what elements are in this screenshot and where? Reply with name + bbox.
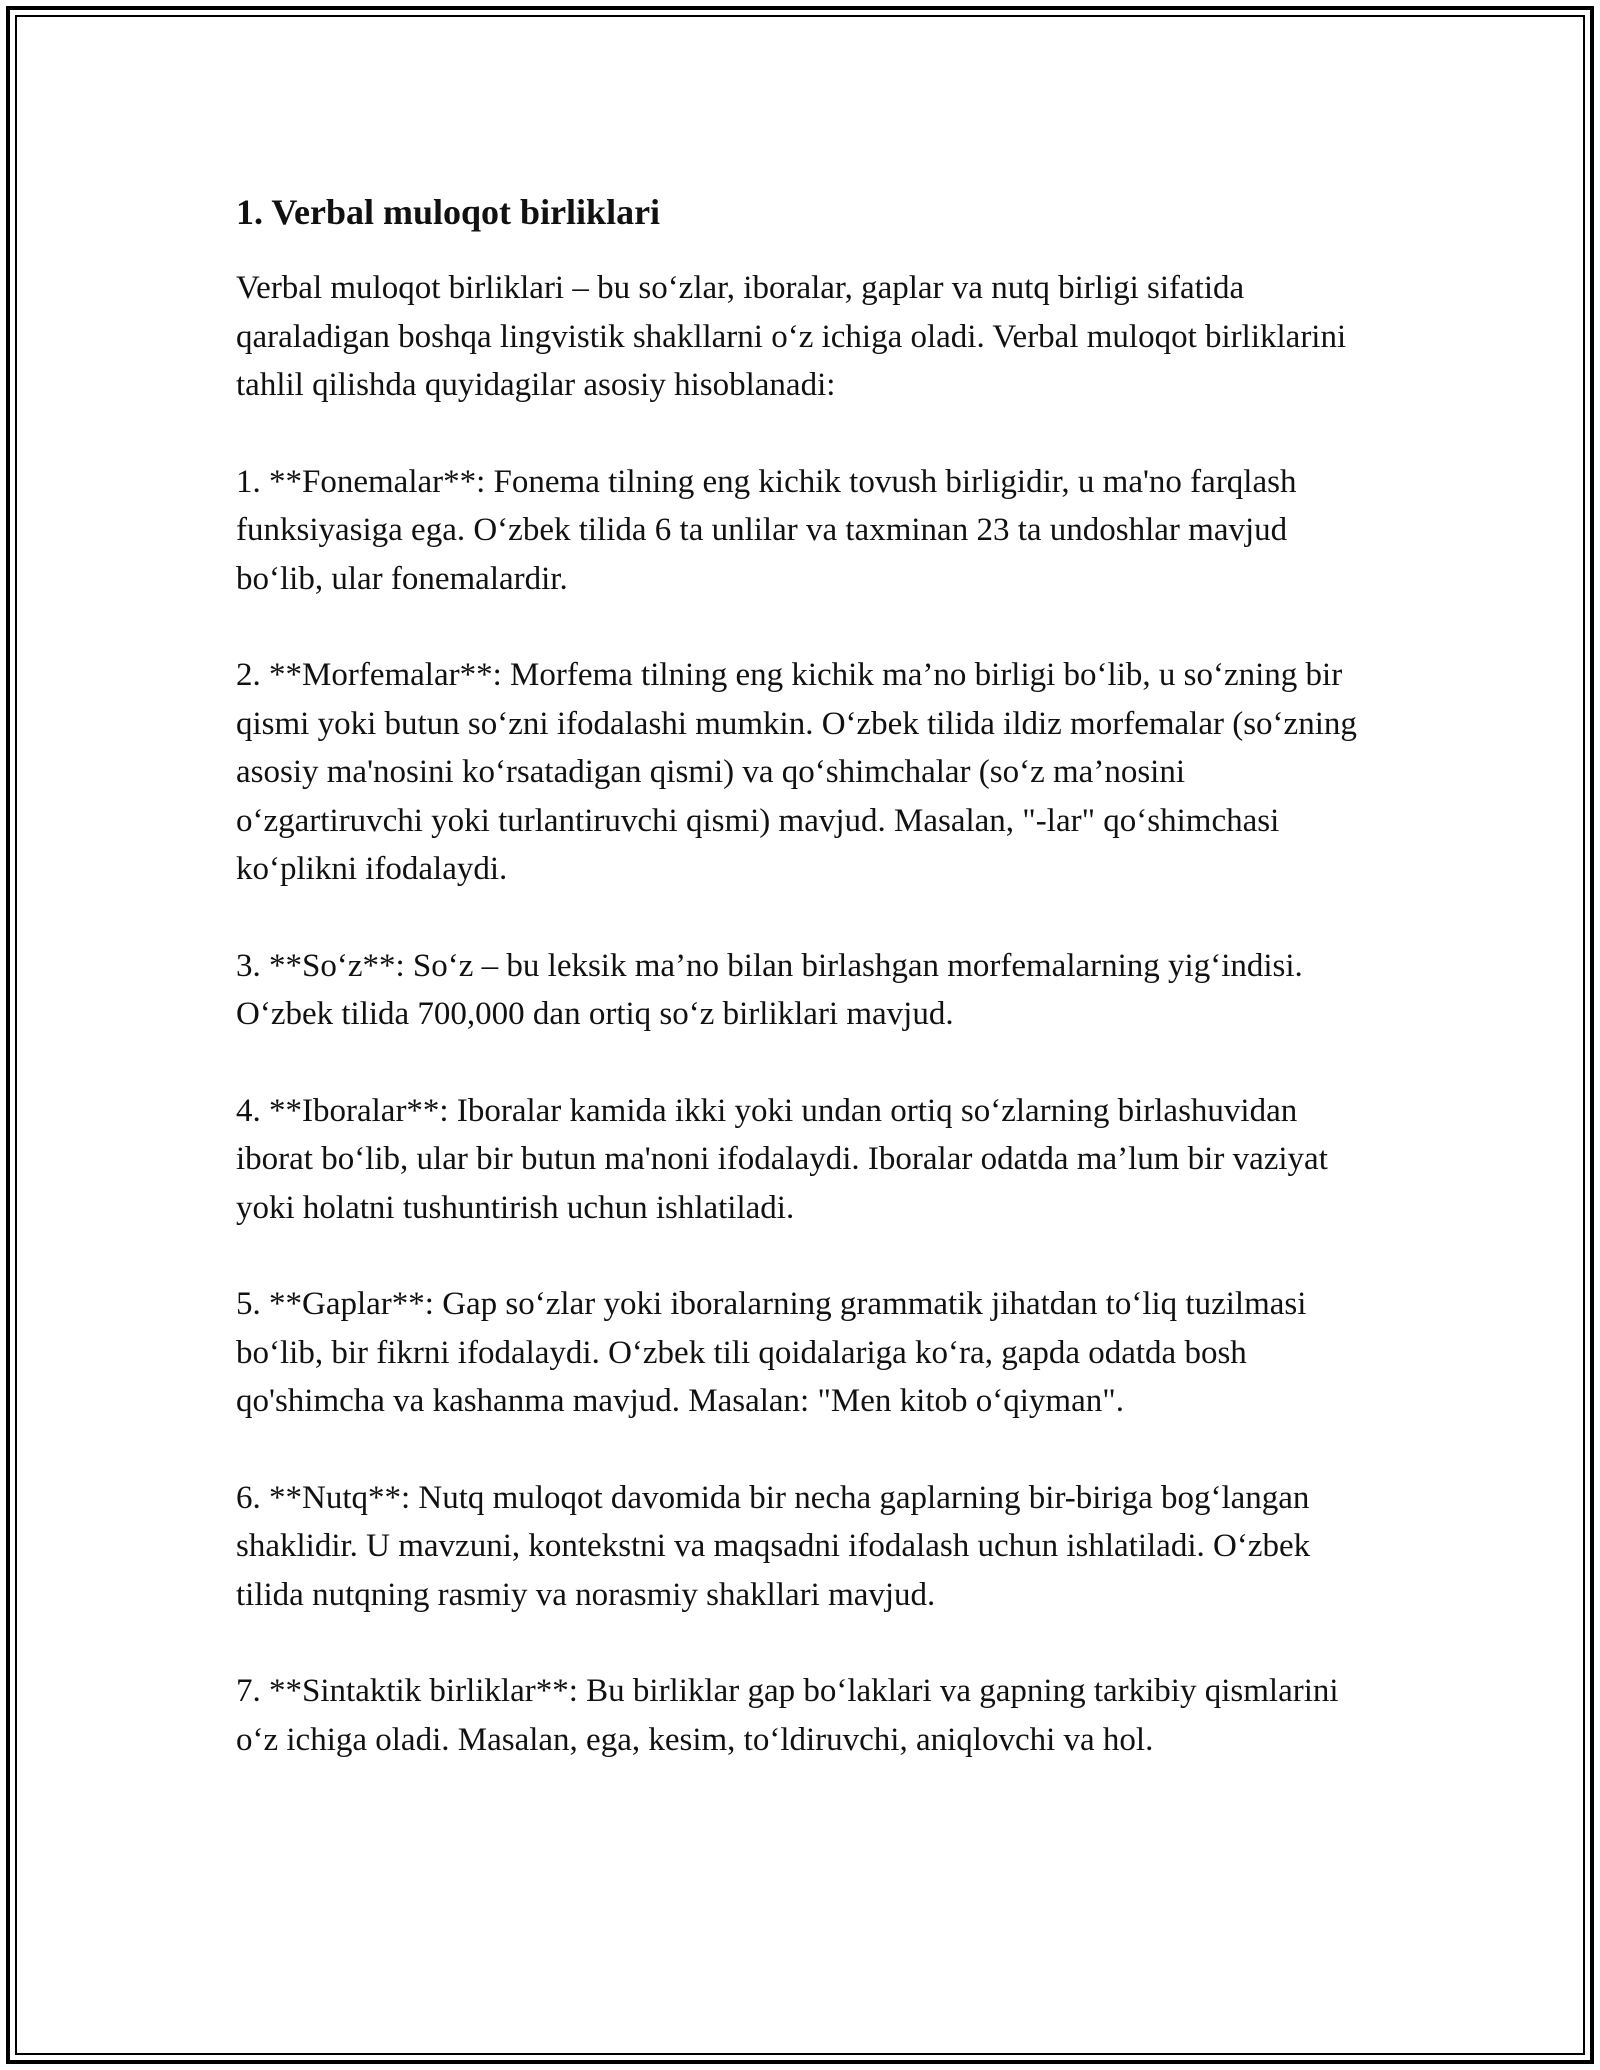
intro-paragraph: Verbal muloqot birliklari – bu so‘zlar, iboralar, gaplar va nutq birligi sifatida qaraladigan boshqa lingvistik shakllarni o‘z ichiga oladi. Verbal muloqot birliklarini tahlil qilishda quyidagilar asosiy hisoblanadi: [236,270,1347,403]
list-item-soz: 3. **So‘z**: So‘z – bu leksik ma’no bilan birlashgan morfemalarning yig‘indisi. O‘zbek tilida 700,000 dan ortiq so‘z birliklari mavjud. [236,947,1303,1032]
list-item-sintaktik-birliklar: 7. **Sintaktik birliklar**: Bu birliklar gap bo‘laklari va gapning tarkibiy qismlarini o‘z ichiga oladi. Masalan, ega, kesim, to‘ldiruvchi, aniqlovchi va hol. [236,1673,1339,1758]
list-item-fonemalar: 1. **Fonemalar**: Fonema tilning eng kichik tovush birligidir, u ma'no farqlash funksiyasiga ega. O‘zbek tilida 6 ta unlilar va taxminan 23 ta undoshlar mavjud bo‘lib, ular fonemalardir. [236,463,1297,597]
document-body [236,188,1376,1812]
list-item-gaplar: 5. **Gaplar**: Gap so‘zlar yoki iboralarning grammatik jihatdan to‘liq tuzilmasi bo‘lib, bir fikrni ifodalaydi. O‘zbek tili qoidalariga ko‘ra, gapda odatda bosh qo'shimcha va kashanma mavjud. Masalan: "Men kitob o‘qiyman". [236,1286,1307,1419]
list-item-iboralar: 4. **Iboralar**: Iboralar kamida ikki yoki undan ortiq so‘zlarning birlashuvidan iborat bo‘lib, ular bir butun ma'noni ifodalaydi. Iboralar odatda ma’lum bir vaziyat yoki holatni tushuntirish uchun ishlatiladi. [236,1092,1328,1226]
section-heading: 1. Verbal muloqot birliklari [236,192,661,232]
list-item-nutq: 6. **Nutq**: Nutq muloqot davomida bir necha gaplarning bir-biriga bog‘langan shaklidir. U mavzuni, kontekstni va maqsadni ifodalash uchun ishlatiladi. O‘zbek tilida nutqning rasmiy va norasmiy shakllari mavjud. [236,1479,1311,1613]
list-item-morfemalar: 2. **Morfemalar**: Morfema tilning eng kichik ma’no birligi bo‘lib, u so‘zning bir qismi yoki butun so‘zni ifodalashi mumkin. O‘zbek tilida ildiz morfemalar (so‘zning asosiy ma'nosini ko‘rsatadigan qismi) va qo‘shimchalar (so‘z ma’nosini o‘zgartiruvchi yoki turlantiruvchi qismi) mavjud. Masalan, "-lar" qo‘shimchasi ko‘plikni ifodalaydi. [236,657,1357,887]
